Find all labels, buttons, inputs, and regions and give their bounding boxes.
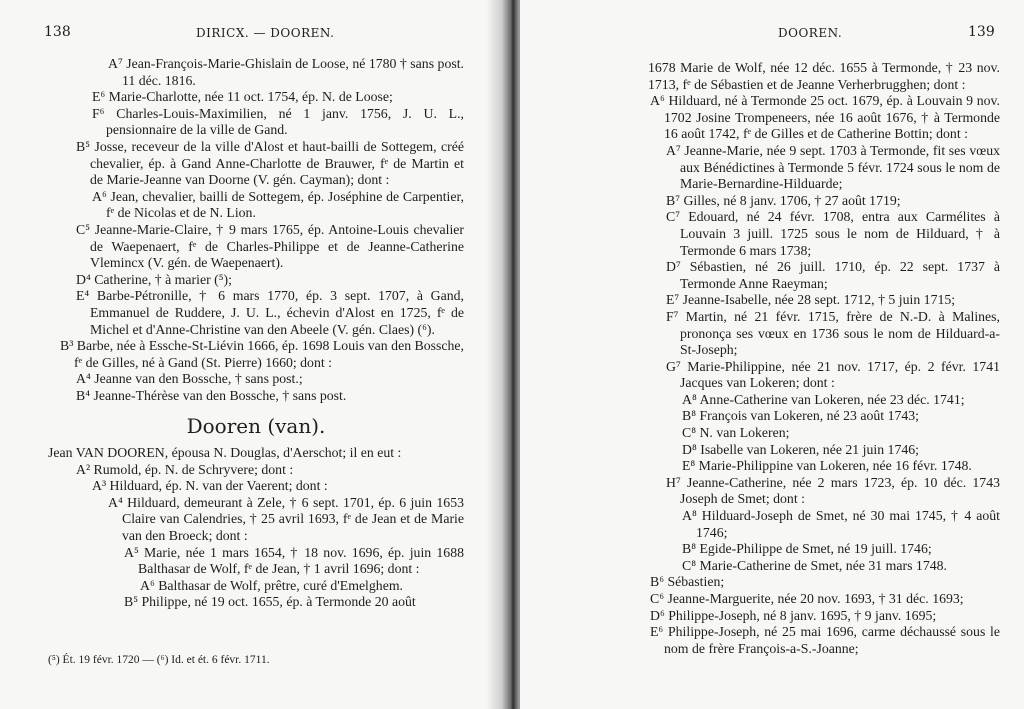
right-page	[520, 0, 1024, 709]
right-page-text	[648, 60, 1000, 657]
genealogy-entry: B⁵ Josse, receveur de la ville d'Alost et haut-bailli de Sottegem, créé chevalier, ép. à Gand Anne-Charlotte de Brauwer, fᵉ de Martin et de Marie-Jeanne van Doorne (V. gén. Cayman); dont :	[76, 138, 464, 188]
genealogy-entry: B⁷ Gilles, né 8 janv. 1706, † 27 août 1719;	[666, 192, 901, 208]
genealogy-entry: A⁷ Jeanne-Marie, née 9 sept. 1703 à Termonde, fit ses vœux aux Bénédictines à Termonde 5 févr. 1724 sous le nom de Marie-Bernardine-Hilduarde;	[666, 142, 1000, 192]
genealogy-entry: C⁸ N. van Lokeren;	[682, 425, 790, 441]
genealogy-entry: 1678 Marie de Wolf, née 12 déc. 1655 à Termonde, † 23 nov. 1713, fᵉ de Sébastien et de Jeanne Verherbrugghen; dont :	[648, 60, 1000, 92]
genealogy-entry: F⁷ Martin, né 21 févr. 1715, frère de N.-D. à Malines, prononça ses vœux en 1736 sous le nom de Hilduard-a-St-Joseph;	[666, 308, 1000, 358]
genealogy-entry: B⁴ Jeanne-Thérèse van den Bossche, † sans post.	[76, 387, 347, 403]
genealogy-entry: A⁶ Hilduard, né à Termonde 25 oct. 1679, ép. à Louvain 9 nov. 1702 Josine Trompeneers, née 16 août 1676, † à Termonde 16 août 1742, fᵉ de Gilles et de Catherine Bottin; dont :	[650, 93, 1000, 142]
genealogy-entry: C⁸ Marie-Catherine de Smet, née 31 mars 1748.	[682, 557, 947, 573]
genealogy-entry: A⁸ Anne-Catherine van Lokeren, née 23 déc. 1741;	[682, 391, 965, 407]
page-number: 138	[44, 24, 71, 40]
page-number: 139	[968, 24, 995, 40]
intro-paragraph: Jean VAN DOOREN, épousa N. Douglas, d'Aerschot; il en eut :	[48, 445, 402, 461]
genealogy-entry: E⁶ Philippe-Joseph, né 25 mai 1696, carme déchaussé sous le nom de frère François-a-S.-Joanne;	[650, 624, 1000, 656]
running-head: DOOREN.	[778, 26, 843, 40]
genealogy-entry: A⁶ Jean, chevalier, bailli de Sottegem, ép. Joséphine de Carpentier, fᵉ de Nicolas et de N. Lion.	[92, 188, 464, 221]
footnotes: (⁵) Ét. 19 févr. 1720 — (⁶) Id. et ét. 6 févr. 1711.	[48, 654, 270, 666]
genealogy-entry: B⁶ Sébastien;	[650, 574, 725, 590]
genealogy-entry: D⁶ Philippe-Joseph, né 8 janv. 1695, † 9 janv. 1695;	[650, 607, 937, 623]
genealogy-entry: G⁷ Marie-Philippine, née 21 nov. 1717, ép. 2 févr. 1741 Jacques van Lokeren; dont :	[666, 358, 1000, 391]
left-page-text	[48, 56, 464, 611]
genealogy-entry: B³ Barbe, née à Essche-St-Liévin 1666, ép. 1698 Louis van den Bossche, fᵉ de Gilles, né à Gand (St. Pierre) 1660; dont :	[60, 338, 464, 370]
genealogy-entry: D⁴ Catherine, † à marier (⁵);	[76, 271, 232, 287]
genealogy-entry: H⁷ Jeanne-Catherine, née 2 mars 1723, ép. 10 déc. 1743 Joseph de Smet; dont :	[666, 474, 1000, 507]
genealogy-entry: F⁶ Charles-Louis-Maximilien, né 1 janv. 1756, J. U. L., pensionnaire de la ville de Gand.	[92, 105, 464, 138]
genealogy-entry: D⁸ Isabelle van Lokeren, née 21 juin 1746;	[682, 441, 919, 457]
genealogy-entry: B⁸ François van Lokeren, né 23 août 1743;	[682, 408, 920, 424]
entries-before	[48, 56, 464, 404]
genealogy-entry: E⁷ Jeanne-Isabelle, née 28 sept. 1712, † 5 juin 1715;	[666, 292, 956, 308]
genealogy-entry: A⁶ Balthasar de Wolf, prêtre, curé d'Emelghem.	[140, 577, 403, 593]
genealogy-entry: A² Rumold, ép. N. de Schryvere; dont :	[76, 461, 294, 477]
section-title: Dooren (van).	[186, 414, 326, 439]
running-head: DIRICX. — DOOREN.	[196, 26, 335, 40]
genealogy-entry: A⁵ Marie, née 1 mars 1654, † 18 nov. 1696, ép. juin 1688 Balthasar de Wolf, fᵉ de Jean, † 1 avril 1696; dont :	[124, 544, 464, 577]
entries-after	[48, 462, 464, 611]
genealogy-entry: A⁸ Hilduard-Joseph de Smet, né 30 mai 1745, † 4 août 1746;	[682, 508, 1000, 540]
genealogy-entry: C⁷ Edouard, né 24 févr. 1708, entra aux Carmélites à Louvain 3 juill. 1725 sous le nom de Hilduard, † à Termonde 6 mars 1738;	[666, 209, 1000, 258]
genealogy-entry: E⁶ Marie-Charlotte, née 11 oct. 1754, ép. N. de Loose;	[92, 89, 393, 105]
genealogy-entry: E⁸ Marie-Philippine van Lokeren, née 16 févr. 1748.	[682, 458, 972, 474]
genealogy-entry: E⁴ Barbe-Pétronille, † 6 mars 1770, ép. 3 sept. 1707, à Gand, Emmanuel de Ruddere, J. U. L., échevin d'Alost en 1725, fᵉ de Michel et d'Anne-Christine van den Abeele (V. gén. Claes) (⁶).	[76, 288, 464, 337]
genealogy-entry: A³ Hilduard, ép. N. van der Vaerent; dont :	[92, 478, 328, 494]
genealogy-entry: A⁷ Jean-François-Marie-Ghislain de Loose, né 1780 † sans post. 11 déc. 1816.	[108, 56, 464, 88]
genealogy-entry: B⁵ Philippe, né 19 oct. 1655, ép. à Termonde 20 août	[124, 594, 416, 610]
genealogy-entry: C⁶ Jeanne-Marguerite, née 20 nov. 1693, † 31 déc. 1693;	[650, 591, 964, 606]
genealogy-entry: A⁴ Jeanne van den Bossche, † sans post.;	[76, 371, 303, 387]
genealogy-entry: C⁵ Jeanne-Marie-Claire, † 9 mars 1765, ép. Antoine-Louis chevalier de Waepenaert, fᵉ de Charles-Philippe et de Jeanne-Catherine Vlemincx (V. gén. de Waepenaert).	[76, 221, 464, 271]
genealogy-entry: B⁸ Egide-Philippe de Smet, né 19 juill. 1746;	[682, 541, 932, 557]
genealogy-entry: D⁷ Sébastien, né 26 juill. 1710, ép. 22 sept. 1737 à Termonde Anne Raeyman;	[666, 259, 1000, 291]
genealogy-entry: A⁴ Hilduard, demeurant à Zele, † 6 sept. 1701, ép. 6 juin 1653 Claire van Calendries, † 25 avril 1693, fᵉ de Jean et de Marie van den Broeck; dont :	[108, 494, 464, 544]
